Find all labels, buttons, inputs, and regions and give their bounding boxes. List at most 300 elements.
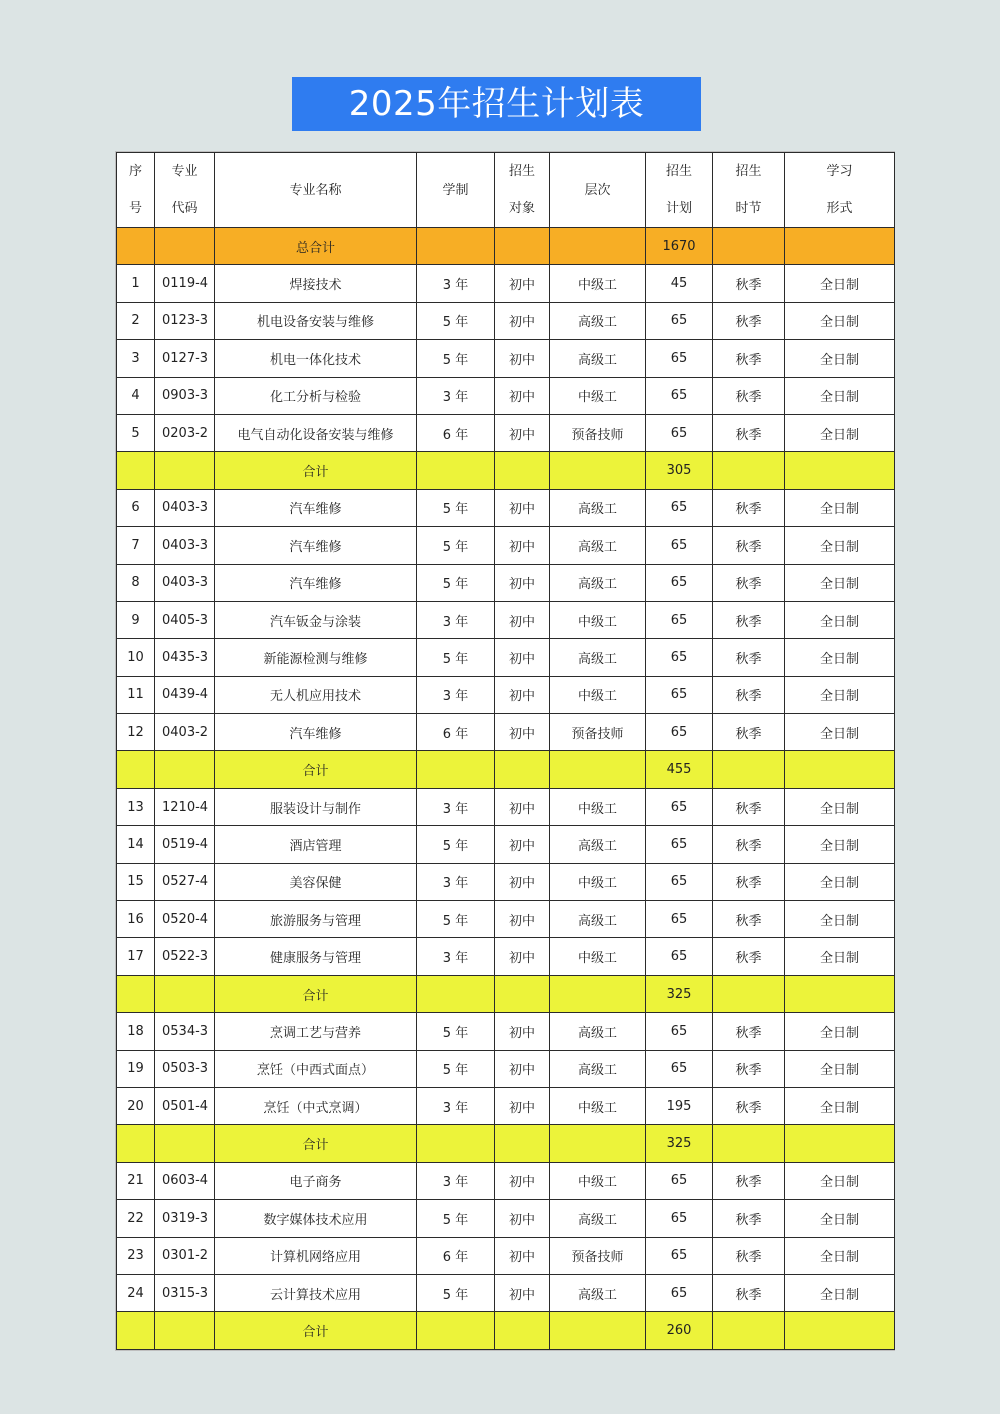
cell-season: 秋季 — [713, 938, 785, 975]
cell-name: 机电设备安装与维修 — [215, 302, 417, 339]
cell-no: 5 — [117, 414, 155, 451]
cell-plan: 65 — [646, 489, 713, 526]
table-row — [117, 414, 895, 451]
total-plan: 1670 — [646, 228, 713, 265]
cell-form: 全日制 — [785, 676, 895, 713]
cell-target: 初中 — [495, 639, 550, 676]
cell-years: 5 年 — [417, 1200, 495, 1237]
empty-cell — [713, 452, 785, 489]
cell-years: 5 年 — [417, 564, 495, 601]
cell-years: 3 年 — [417, 265, 495, 302]
cell-level: 中级工 — [550, 788, 646, 825]
cell-target: 初中 — [495, 414, 550, 451]
cell-form: 全日制 — [785, 489, 895, 526]
cell-target: 初中 — [495, 340, 550, 377]
cell-level: 预备技师 — [550, 414, 646, 451]
cell-level: 高级工 — [550, 1050, 646, 1087]
table-row — [117, 265, 895, 302]
cell-target: 初中 — [495, 863, 550, 900]
cell-target: 初中 — [495, 1162, 550, 1199]
cell-years: 5 年 — [417, 340, 495, 377]
cell-code: 0603-4 — [155, 1162, 215, 1199]
cell-target: 初中 — [495, 1200, 550, 1237]
header-cell-code: 专业 代码 — [155, 153, 215, 228]
table-row — [117, 938, 895, 975]
cell-name: 汽车钣金与涂装 — [215, 601, 417, 638]
table-row — [117, 901, 895, 938]
cell-code: 0403-3 — [155, 564, 215, 601]
header-row — [117, 153, 895, 228]
cell-no: 20 — [117, 1087, 155, 1124]
cell-plan: 65 — [646, 1013, 713, 1050]
cell-level: 高级工 — [550, 1013, 646, 1050]
cell-form: 全日制 — [785, 340, 895, 377]
cell-no: 4 — [117, 377, 155, 414]
cell-form: 全日制 — [785, 265, 895, 302]
cell-target: 初中 — [495, 564, 550, 601]
cell-no: 11 — [117, 676, 155, 713]
cell-no: 15 — [117, 863, 155, 900]
cell-target: 初中 — [495, 1237, 550, 1274]
cell-name: 电气自动化设备安装与维修 — [215, 414, 417, 451]
cell-name: 化工分析与检验 — [215, 377, 417, 414]
cell-plan: 65 — [646, 340, 713, 377]
cell-level: 中级工 — [550, 938, 646, 975]
subtotal-row — [117, 975, 895, 1012]
cell-level: 中级工 — [550, 863, 646, 900]
cell-season: 秋季 — [713, 601, 785, 638]
cell-name: 烹调工艺与营养 — [215, 1013, 417, 1050]
empty-cell — [495, 975, 550, 1012]
cell-level: 预备技师 — [550, 714, 646, 751]
cell-target: 初中 — [495, 302, 550, 339]
table-row — [117, 788, 895, 825]
cell-code: 0519-4 — [155, 826, 215, 863]
empty-cell — [550, 452, 646, 489]
total-plan: 325 — [646, 975, 713, 1012]
cell-code: 0403-2 — [155, 714, 215, 751]
empty-cell — [117, 751, 155, 788]
empty-cell — [785, 1125, 895, 1162]
cell-no: 19 — [117, 1050, 155, 1087]
cell-plan: 65 — [646, 1274, 713, 1311]
cell-no: 7 — [117, 527, 155, 564]
cell-name: 旅游服务与管理 — [215, 901, 417, 938]
empty-cell — [550, 751, 646, 788]
cell-no: 1 — [117, 265, 155, 302]
cell-years: 5 年 — [417, 901, 495, 938]
cell-name: 汽车维修 — [215, 714, 417, 751]
cell-target: 初中 — [495, 901, 550, 938]
total-label: 合计 — [215, 751, 417, 788]
cell-plan: 65 — [646, 938, 713, 975]
cell-name: 电子商务 — [215, 1162, 417, 1199]
empty-cell — [417, 1125, 495, 1162]
cell-target: 初中 — [495, 1087, 550, 1124]
empty-cell — [155, 228, 215, 265]
cell-level: 预备技师 — [550, 1237, 646, 1274]
cell-code: 0439-4 — [155, 676, 215, 713]
cell-season: 秋季 — [713, 564, 785, 601]
cell-target: 初中 — [495, 377, 550, 414]
cell-years: 3 年 — [417, 1087, 495, 1124]
cell-target: 初中 — [495, 1274, 550, 1311]
cell-level: 中级工 — [550, 1087, 646, 1124]
cell-form: 全日制 — [785, 377, 895, 414]
cell-target: 初中 — [495, 489, 550, 526]
cell-form: 全日制 — [785, 938, 895, 975]
cell-years: 3 年 — [417, 1162, 495, 1199]
cell-level: 高级工 — [550, 564, 646, 601]
cell-level: 高级工 — [550, 901, 646, 938]
cell-name: 健康服务与管理 — [215, 938, 417, 975]
empty-cell — [417, 1312, 495, 1349]
cell-code: 0119-4 — [155, 265, 215, 302]
cell-years: 5 年 — [417, 639, 495, 676]
cell-season: 秋季 — [713, 1274, 785, 1311]
empty-cell — [713, 751, 785, 788]
cell-plan: 65 — [646, 1237, 713, 1274]
cell-season: 秋季 — [713, 1200, 785, 1237]
cell-code: 0315-3 — [155, 1274, 215, 1311]
empty-cell — [785, 751, 895, 788]
empty-cell — [550, 1312, 646, 1349]
table-row — [117, 639, 895, 676]
cell-code: 0522-3 — [155, 938, 215, 975]
cell-code: 1210-4 — [155, 788, 215, 825]
subtotal-row — [117, 452, 895, 489]
cell-years: 3 年 — [417, 676, 495, 713]
cell-plan: 65 — [646, 414, 713, 451]
cell-plan: 65 — [646, 302, 713, 339]
cell-plan: 65 — [646, 1050, 713, 1087]
header-cell-plan: 招生 计划 — [646, 153, 713, 228]
table-row — [117, 1200, 895, 1237]
cell-season: 秋季 — [713, 676, 785, 713]
table-row — [117, 1274, 895, 1311]
cell-plan: 65 — [646, 639, 713, 676]
cell-name: 新能源检测与维修 — [215, 639, 417, 676]
cell-no: 3 — [117, 340, 155, 377]
header-cell-name: 专业名称 — [215, 153, 417, 228]
cell-years: 6 年 — [417, 714, 495, 751]
cell-code: 0405-3 — [155, 601, 215, 638]
total-plan: 455 — [646, 751, 713, 788]
empty-cell — [495, 228, 550, 265]
cell-season: 秋季 — [713, 302, 785, 339]
cell-plan: 65 — [646, 714, 713, 751]
cell-code: 0319-3 — [155, 1200, 215, 1237]
cell-level: 高级工 — [550, 1274, 646, 1311]
cell-name: 数字媒体技术应用 — [215, 1200, 417, 1237]
cell-target: 初中 — [495, 714, 550, 751]
table-row — [117, 377, 895, 414]
total-label: 合计 — [215, 975, 417, 1012]
empty-cell — [417, 452, 495, 489]
cell-code: 0403-3 — [155, 527, 215, 564]
table-row — [117, 1013, 895, 1050]
cell-target: 初中 — [495, 938, 550, 975]
cell-form: 全日制 — [785, 1087, 895, 1124]
empty-cell — [550, 1125, 646, 1162]
header-cell-no: 序 号 — [117, 153, 155, 228]
cell-target: 初中 — [495, 265, 550, 302]
empty-cell — [117, 228, 155, 265]
cell-years: 5 年 — [417, 1013, 495, 1050]
subtotal-row — [117, 751, 895, 788]
page-title: 2025年招生计划表 — [292, 77, 701, 131]
empty-cell — [155, 751, 215, 788]
cell-plan: 65 — [646, 1200, 713, 1237]
empty-cell — [550, 228, 646, 265]
cell-season: 秋季 — [713, 527, 785, 564]
total-label: 合计 — [215, 452, 417, 489]
cell-target: 初中 — [495, 527, 550, 564]
cell-plan: 65 — [646, 1162, 713, 1199]
cell-plan: 65 — [646, 788, 713, 825]
cell-plan: 65 — [646, 377, 713, 414]
table-row — [117, 489, 895, 526]
empty-cell — [785, 228, 895, 265]
cell-years: 5 年 — [417, 826, 495, 863]
header-cell-form: 学习 形式 — [785, 153, 895, 228]
cell-season: 秋季 — [713, 1237, 785, 1274]
cell-target: 初中 — [495, 1050, 550, 1087]
cell-no: 23 — [117, 1237, 155, 1274]
total-plan: 325 — [646, 1125, 713, 1162]
cell-years: 5 年 — [417, 1274, 495, 1311]
cell-no: 9 — [117, 601, 155, 638]
cell-plan: 65 — [646, 901, 713, 938]
cell-no: 14 — [117, 826, 155, 863]
cell-level: 中级工 — [550, 1162, 646, 1199]
header-cell-years: 学制 — [417, 153, 495, 228]
empty-cell — [495, 452, 550, 489]
cell-code: 0527-4 — [155, 863, 215, 900]
empty-cell — [155, 975, 215, 1012]
cell-form: 全日制 — [785, 714, 895, 751]
empty-cell — [713, 1125, 785, 1162]
cell-level: 高级工 — [550, 826, 646, 863]
table-row — [117, 714, 895, 751]
cell-years: 5 年 — [417, 527, 495, 564]
cell-no: 10 — [117, 639, 155, 676]
table-row — [117, 1162, 895, 1199]
cell-plan: 65 — [646, 863, 713, 900]
cell-form: 全日制 — [785, 901, 895, 938]
cell-years: 6 年 — [417, 414, 495, 451]
empty-cell — [713, 228, 785, 265]
cell-plan: 195 — [646, 1087, 713, 1124]
cell-form: 全日制 — [785, 826, 895, 863]
cell-years: 3 年 — [417, 788, 495, 825]
cell-target: 初中 — [495, 1013, 550, 1050]
table-row — [117, 1237, 895, 1274]
cell-level: 中级工 — [550, 377, 646, 414]
empty-cell — [785, 452, 895, 489]
cell-code: 0501-4 — [155, 1087, 215, 1124]
cell-season: 秋季 — [713, 340, 785, 377]
cell-code: 0127-3 — [155, 340, 215, 377]
cell-name: 烹饪（中西式面点） — [215, 1050, 417, 1087]
cell-season: 秋季 — [713, 788, 785, 825]
table-body — [117, 228, 895, 1350]
empty-cell — [155, 452, 215, 489]
cell-form: 全日制 — [785, 1237, 895, 1274]
cell-form: 全日制 — [785, 1274, 895, 1311]
cell-season: 秋季 — [713, 377, 785, 414]
cell-name: 美容保健 — [215, 863, 417, 900]
header-cell-level: 层次 — [550, 153, 646, 228]
cell-form: 全日制 — [785, 1013, 895, 1050]
empty-cell — [785, 1312, 895, 1349]
empty-cell — [495, 1125, 550, 1162]
cell-no: 12 — [117, 714, 155, 751]
table-row — [117, 676, 895, 713]
empty-cell — [155, 1125, 215, 1162]
cell-plan: 45 — [646, 265, 713, 302]
cell-season: 秋季 — [713, 265, 785, 302]
total-label: 总合计 — [215, 228, 417, 265]
cell-target: 初中 — [495, 826, 550, 863]
header-cell-target: 招生 对象 — [495, 153, 550, 228]
grand-total-row — [117, 228, 895, 265]
empty-cell — [495, 1312, 550, 1349]
cell-target: 初中 — [495, 676, 550, 713]
cell-years: 3 年 — [417, 601, 495, 638]
cell-plan: 65 — [646, 601, 713, 638]
cell-no: 16 — [117, 901, 155, 938]
cell-name: 汽车维修 — [215, 527, 417, 564]
cell-form: 全日制 — [785, 1050, 895, 1087]
cell-no: 2 — [117, 302, 155, 339]
cell-season: 秋季 — [713, 863, 785, 900]
table-row — [117, 1050, 895, 1087]
cell-no: 18 — [117, 1013, 155, 1050]
empty-cell — [417, 751, 495, 788]
cell-season: 秋季 — [713, 1013, 785, 1050]
cell-name: 服装设计与制作 — [215, 788, 417, 825]
total-plan: 260 — [646, 1312, 713, 1349]
empty-cell — [495, 751, 550, 788]
cell-years: 6 年 — [417, 1237, 495, 1274]
cell-code: 0403-3 — [155, 489, 215, 526]
cell-level: 高级工 — [550, 489, 646, 526]
cell-plan: 65 — [646, 826, 713, 863]
cell-no: 21 — [117, 1162, 155, 1199]
cell-form: 全日制 — [785, 414, 895, 451]
cell-form: 全日制 — [785, 1162, 895, 1199]
cell-code: 0520-4 — [155, 901, 215, 938]
empty-cell — [417, 228, 495, 265]
cell-no: 13 — [117, 788, 155, 825]
cell-level: 中级工 — [550, 676, 646, 713]
total-plan: 305 — [646, 452, 713, 489]
table-row — [117, 340, 895, 377]
cell-season: 秋季 — [713, 1050, 785, 1087]
empty-cell — [155, 1312, 215, 1349]
cell-name: 烹饪（中式烹调） — [215, 1087, 417, 1124]
cell-years: 3 年 — [417, 377, 495, 414]
empty-cell — [713, 975, 785, 1012]
cell-code: 0903-3 — [155, 377, 215, 414]
table-row — [117, 863, 895, 900]
empty-cell — [713, 1312, 785, 1349]
total-label: 合计 — [215, 1125, 417, 1162]
cell-code: 0435-3 — [155, 639, 215, 676]
table-row — [117, 564, 895, 601]
cell-season: 秋季 — [713, 1087, 785, 1124]
cell-level: 高级工 — [550, 340, 646, 377]
cell-name: 酒店管理 — [215, 826, 417, 863]
cell-season: 秋季 — [713, 489, 785, 526]
cell-name: 汽车维修 — [215, 489, 417, 526]
cell-name: 焊接技术 — [215, 265, 417, 302]
cell-target: 初中 — [495, 788, 550, 825]
enrollment-plan-table-container — [116, 152, 894, 1350]
cell-name: 机电一体化技术 — [215, 340, 417, 377]
cell-name: 无人机应用技术 — [215, 676, 417, 713]
cell-target: 初中 — [495, 601, 550, 638]
cell-form: 全日制 — [785, 601, 895, 638]
table-row — [117, 302, 895, 339]
cell-season: 秋季 — [713, 1162, 785, 1199]
empty-cell — [117, 975, 155, 1012]
cell-no: 17 — [117, 938, 155, 975]
empty-cell — [785, 975, 895, 1012]
empty-cell — [117, 452, 155, 489]
cell-level: 高级工 — [550, 302, 646, 339]
enrollment-plan-table — [116, 152, 895, 1350]
cell-form: 全日制 — [785, 564, 895, 601]
cell-season: 秋季 — [713, 826, 785, 863]
cell-code: 0123-3 — [155, 302, 215, 339]
total-label: 合计 — [215, 1312, 417, 1349]
cell-form: 全日制 — [785, 1200, 895, 1237]
table-row — [117, 601, 895, 638]
subtotal-row — [117, 1312, 895, 1349]
empty-cell — [117, 1125, 155, 1162]
cell-years: 5 年 — [417, 1050, 495, 1087]
cell-code: 0301-2 — [155, 1237, 215, 1274]
cell-name: 云计算技术应用 — [215, 1274, 417, 1311]
cell-years: 5 年 — [417, 489, 495, 526]
cell-level: 高级工 — [550, 639, 646, 676]
cell-name: 计算机网络应用 — [215, 1237, 417, 1274]
cell-form: 全日制 — [785, 639, 895, 676]
cell-form: 全日制 — [785, 527, 895, 564]
cell-form: 全日制 — [785, 302, 895, 339]
cell-name: 汽车维修 — [215, 564, 417, 601]
cell-season: 秋季 — [713, 414, 785, 451]
table-row — [117, 1087, 895, 1124]
cell-level: 高级工 — [550, 527, 646, 564]
cell-years: 3 年 — [417, 863, 495, 900]
cell-form: 全日制 — [785, 863, 895, 900]
cell-level: 高级工 — [550, 1200, 646, 1237]
cell-form: 全日制 — [785, 788, 895, 825]
cell-plan: 65 — [646, 564, 713, 601]
cell-plan: 65 — [646, 676, 713, 713]
cell-code: 0203-2 — [155, 414, 215, 451]
cell-no: 22 — [117, 1200, 155, 1237]
empty-cell — [417, 975, 495, 1012]
cell-years: 5 年 — [417, 302, 495, 339]
cell-years: 3 年 — [417, 938, 495, 975]
cell-no: 24 — [117, 1274, 155, 1311]
header-cell-season: 招生 时节 — [713, 153, 785, 228]
cell-season: 秋季 — [713, 639, 785, 676]
